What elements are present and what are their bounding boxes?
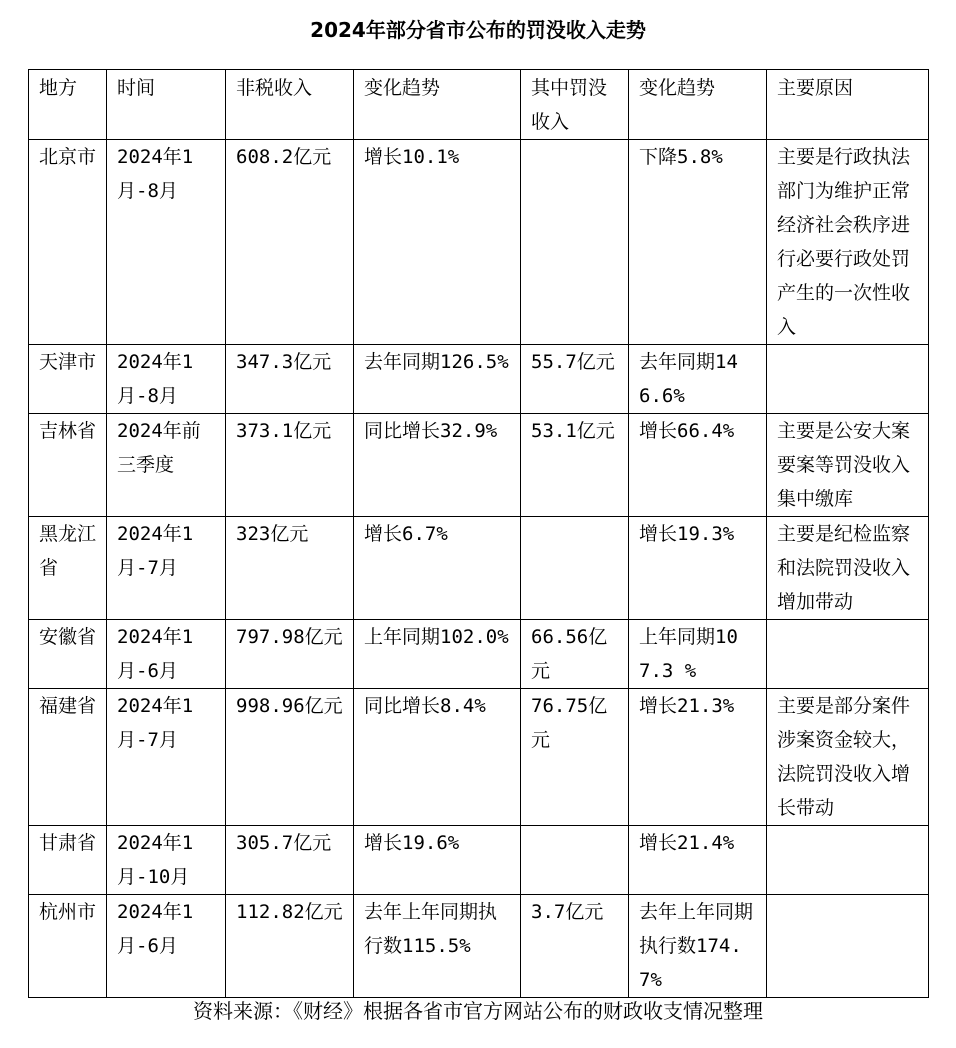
cell-region: 黑龙江省: [29, 517, 107, 620]
cell-main-reason: [767, 345, 929, 414]
cell-main-reason: 主要是纪检监察和法院罚没收入增加带动: [767, 517, 929, 620]
cell-period: 2024年1月-6月: [107, 895, 226, 998]
cell-region: 甘肃省: [29, 826, 107, 895]
cell-fines-trend: 增长66.4%: [629, 414, 767, 517]
cell-period: 2024年1月-7月: [107, 689, 226, 826]
cell-non-tax-trend: 增长19.6%: [354, 826, 521, 895]
cell-fines-revenue: 76.75亿元: [521, 689, 629, 826]
cell-non-tax-revenue: 998.96亿元: [226, 689, 354, 826]
cell-non-tax-trend: 同比增长32.9%: [354, 414, 521, 517]
cell-period: 2024年前三季度: [107, 414, 226, 517]
cell-non-tax-trend: 上年同期102.0%: [354, 620, 521, 689]
cell-region: 吉林省: [29, 414, 107, 517]
cell-region: 安徽省: [29, 620, 107, 689]
table-row: [29, 895, 929, 998]
cell-period: 2024年1月-8月: [107, 345, 226, 414]
cell-fines-revenue: 53.1亿元: [521, 414, 629, 517]
cell-non-tax-trend: 同比增长8.4%: [354, 689, 521, 826]
cell-non-tax-revenue: 373.1亿元: [226, 414, 354, 517]
header-main-reason: 主要原因: [767, 70, 929, 140]
cell-non-tax-revenue: 323亿元: [226, 517, 354, 620]
cell-fines-revenue: [521, 140, 629, 345]
cell-period: 2024年1月-8月: [107, 140, 226, 345]
cell-main-reason: [767, 826, 929, 895]
revenue-table: [28, 69, 929, 998]
cell-fines-trend: 去年同期146.6%: [629, 345, 767, 414]
cell-region: 北京市: [29, 140, 107, 345]
header-region: 地方: [29, 70, 107, 140]
cell-non-tax-trend: 去年同期126.5%: [354, 345, 521, 414]
cell-period: 2024年1月-10月: [107, 826, 226, 895]
cell-fines-revenue: [521, 517, 629, 620]
cell-non-tax-revenue: 797.98亿元: [226, 620, 354, 689]
cell-non-tax-revenue: 112.82亿元: [226, 895, 354, 998]
cell-non-tax-revenue: 608.2亿元: [226, 140, 354, 345]
cell-period: 2024年1月-7月: [107, 517, 226, 620]
table-row: [29, 345, 929, 414]
cell-main-reason: [767, 620, 929, 689]
cell-region: 福建省: [29, 689, 107, 826]
cell-fines-trend: 增长21.4%: [629, 826, 767, 895]
table-row: [29, 689, 929, 826]
cell-fines-revenue: [521, 826, 629, 895]
source-note: 资料来源：《财经》根据各省市官方网站公布的财政收支情况整理: [193, 999, 763, 1023]
cell-main-reason: 主要是行政执法部门为维护正常经济社会秩序进行必要行政处罚产生的一次性收入: [767, 140, 929, 345]
header-non-tax-revenue: 非税收入: [226, 70, 354, 140]
header-non-tax-trend: 变化趋势: [354, 70, 521, 140]
cell-fines-revenue: 66.56亿元: [521, 620, 629, 689]
cell-fines-trend: 上年同期107.3 %: [629, 620, 767, 689]
cell-period: 2024年1月-6月: [107, 620, 226, 689]
header-fines-revenue: 其中罚没收入: [521, 70, 629, 140]
cell-main-reason: [767, 895, 929, 998]
table-row: [29, 826, 929, 895]
cell-region: 天津市: [29, 345, 107, 414]
cell-main-reason: 主要是公安大案要案等罚没收入集中缴库: [767, 414, 929, 517]
table-row: [29, 140, 929, 345]
cell-region: 杭州市: [29, 895, 107, 998]
cell-non-tax-trend: 增长10.1%: [354, 140, 521, 345]
cell-fines-trend: 下降5.8%: [629, 140, 767, 345]
cell-main-reason: 主要是部分案件涉案资金较大，法院罚没收入增长带动: [767, 689, 929, 826]
cell-fines-revenue: 3.7亿元: [521, 895, 629, 998]
cell-non-tax-trend: 去年上年同期执行数115.5%: [354, 895, 521, 998]
header-fines-trend: 变化趋势: [629, 70, 767, 140]
cell-fines-revenue: 55.7亿元: [521, 345, 629, 414]
cell-non-tax-trend: 增长6.7%: [354, 517, 521, 620]
table-row: [29, 414, 929, 517]
table-row: [29, 620, 929, 689]
cell-non-tax-revenue: 305.7亿元: [226, 826, 354, 895]
header-period: 时间: [107, 70, 226, 140]
table-row: [29, 517, 929, 620]
cell-non-tax-revenue: 347.3亿元: [226, 345, 354, 414]
cell-fines-trend: 增长21.3%: [629, 689, 767, 826]
cell-fines-trend: 去年上年同期执行数174.7%: [629, 895, 767, 998]
header-row: [29, 70, 929, 140]
table-title: 2024年部分省市公布的罚没收入走势: [310, 18, 646, 42]
cell-fines-trend: 增长19.3%: [629, 517, 767, 620]
